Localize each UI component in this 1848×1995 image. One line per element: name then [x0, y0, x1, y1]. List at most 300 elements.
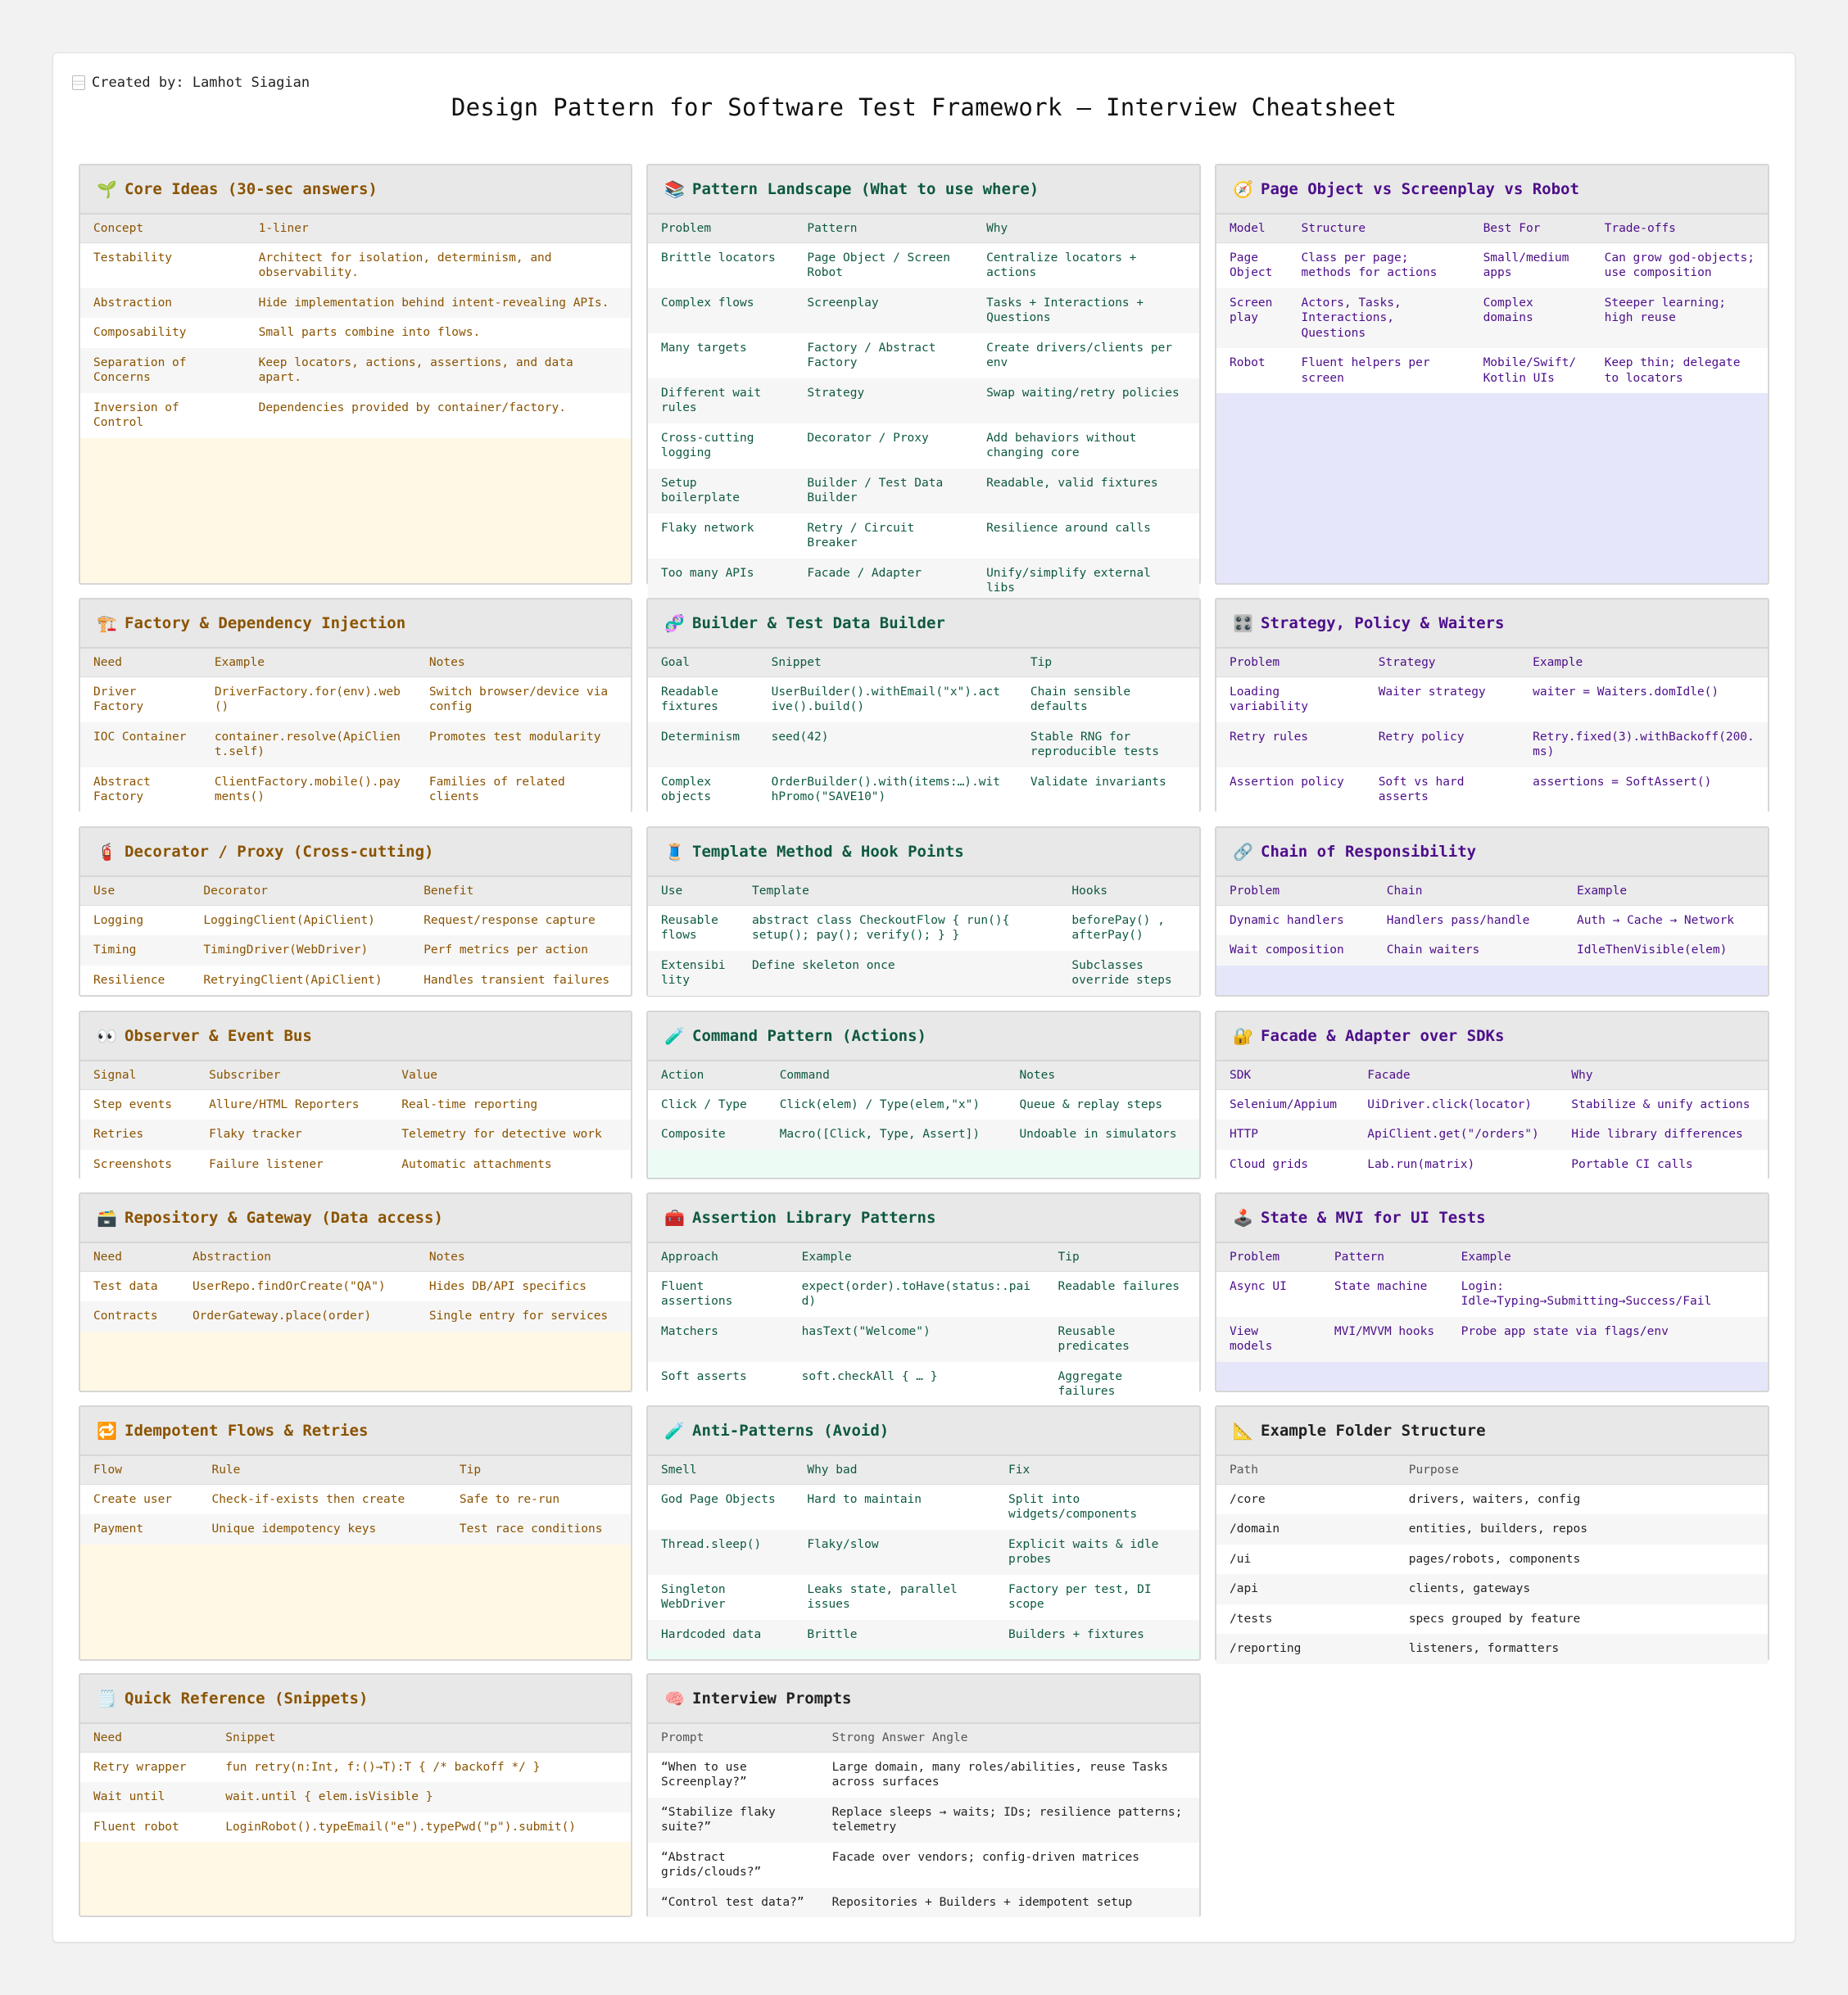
- table-cell: Screen play: [1230, 296, 1273, 324]
- table-row: [648, 1575, 1199, 1620]
- creator-text: Created by: Lamhot Siagian: [92, 75, 310, 91]
- table-cell: Chain waiters: [1386, 943, 1480, 957]
- table-cell: Extensibility: [661, 958, 726, 987]
- column-header: Example: [202, 649, 416, 676]
- table-cell: Auth → Cache → Network: [1576, 913, 1735, 927]
- table-cell: Undoable in simulators: [1019, 1128, 1177, 1141]
- table-cell: “Abstract grids/clouds?”: [661, 1850, 762, 1879]
- table-cell: fun retry(n:Int, f:()→T):T { /* backoff */ }: [225, 1760, 541, 1774]
- table-row: [80, 1812, 631, 1843]
- table-cell: ClientFactory.mobile().payments(): [214, 775, 401, 803]
- table-cell: Keep thin; delegate to locators: [1604, 356, 1741, 385]
- table-cell: Many targets: [661, 341, 747, 355]
- table-row: [80, 676, 631, 722]
- card-title: Quick Reference (Snippets): [125, 1690, 369, 1708]
- table-row: [1216, 767, 1768, 812]
- table-cell: Stable RNG for reproducible tests: [1030, 730, 1160, 758]
- table-cell: Wait until: [93, 1790, 165, 1803]
- table-cell: Unique idempotency keys: [211, 1522, 377, 1536]
- table-cell: Too many APIs: [661, 566, 754, 580]
- table-cell: Fluent robot: [93, 1820, 179, 1834]
- card-header: [648, 599, 1199, 649]
- table-cell: Families of related clients: [428, 775, 565, 803]
- table-row: [648, 288, 1199, 333]
- table-cell: Factory per test, DI scope: [1008, 1582, 1152, 1611]
- table-cell: OrderBuilder().with(items:…).withPromo("SAVE10"): [771, 775, 1000, 803]
- column-header: Path: [1216, 1456, 1396, 1484]
- table-row: [648, 242, 1199, 288]
- column-header: Value: [388, 1061, 631, 1089]
- column-header: Tip: [1017, 649, 1199, 676]
- column-header: Need: [80, 1724, 212, 1752]
- table-cell: Click(elem) / Type(elem,"x"): [779, 1097, 981, 1111]
- table-row: [1216, 288, 1768, 349]
- table-row: [1216, 1634, 1768, 1664]
- table-cell: Wait composition: [1230, 943, 1344, 957]
- table-cell: Create drivers/clients per env: [986, 341, 1173, 369]
- table-cell: Steeper learning; high reuse: [1604, 296, 1727, 324]
- table-cell: View models: [1230, 1324, 1273, 1353]
- table-cell: Flaky network: [661, 521, 754, 535]
- column-header: Need: [80, 649, 202, 676]
- card-decorator-proxy: [79, 826, 632, 997]
- table-cell: Separation of Concerns: [93, 355, 187, 384]
- table-cell: Promotes test modularity: [428, 730, 601, 744]
- column-header: Subscriber: [196, 1061, 388, 1089]
- table-row: [648, 1362, 1199, 1407]
- table-cell: Validate invariants: [1030, 775, 1166, 789]
- table-cell: Handles transient failures: [424, 973, 610, 987]
- column-header: Use: [80, 877, 190, 905]
- table-cell: Automatic attachments: [401, 1157, 552, 1171]
- table-row: [1216, 1120, 1768, 1150]
- table-cell: DriverFactory.for(env).web(): [214, 685, 401, 713]
- table-cell: Step events: [93, 1097, 173, 1111]
- table-cell: Retry rules: [1230, 730, 1309, 744]
- table-row: [80, 1271, 631, 1301]
- column-header: Purpose: [1396, 1456, 1768, 1484]
- table-cell: God Page Objects: [661, 1492, 776, 1506]
- card-header: [80, 1194, 631, 1243]
- table-cell: Actors, Tasks, Interactions, Questions: [1301, 296, 1402, 340]
- card-table: [80, 1243, 631, 1332]
- card-header: [80, 1012, 631, 1061]
- card-title: State & MVI for UI Tests: [1261, 1209, 1486, 1227]
- table-cell: Stabilize & unify actions: [1571, 1097, 1751, 1111]
- table-cell: Composability: [93, 326, 187, 339]
- column-header: Trade-offs: [1592, 215, 1768, 242]
- column-header: Problem: [1216, 649, 1366, 676]
- card-chain-of-responsibility: [1215, 826, 1769, 997]
- card-interview-prompts: [646, 1673, 1201, 1917]
- table-cell: Builder / Test Data Builder: [807, 476, 944, 504]
- card-title: Assertion Library Patterns: [692, 1209, 936, 1227]
- card-pattern-landscape: [646, 164, 1201, 595]
- column-header: Structure: [1288, 215, 1470, 242]
- card-title: Repository & Gateway (Data access): [125, 1209, 443, 1227]
- table-cell: “When to use Screenplay?”: [661, 1760, 747, 1789]
- table-cell: Testability: [93, 251, 173, 265]
- column-header: Prompt: [648, 1724, 819, 1752]
- column-header: Command: [767, 1061, 1007, 1089]
- card-idempotent-flows: [79, 1405, 632, 1661]
- column-header: Concept: [80, 215, 246, 242]
- table-row: [648, 1530, 1199, 1575]
- column-header: Problem: [1216, 1243, 1321, 1271]
- table-row: [648, 378, 1199, 423]
- table-cell: Allure/HTML Reporters: [209, 1097, 360, 1111]
- table-cell: IOC Container: [93, 730, 187, 744]
- card-emoji-icon: 🧭: [1233, 179, 1253, 199]
- table-cell: Hide library differences: [1571, 1128, 1743, 1141]
- table-cell: Small/medium apps: [1483, 251, 1569, 279]
- table-row: [648, 722, 1199, 767]
- table-cell: Large domain, many roles/abilities, reuse Tasks across surfaces: [831, 1760, 1168, 1789]
- table-cell: Hide implementation behind intent-revealing APIs.: [258, 296, 609, 310]
- column-header: SDK: [1216, 1061, 1354, 1089]
- table-cell: UserRepo.findOrCreate("QA"): [192, 1279, 386, 1293]
- card-assertion-library: [646, 1192, 1201, 1398]
- card-emoji-icon: 🎛️: [1233, 613, 1253, 633]
- table-cell: Request/response capture: [424, 913, 596, 927]
- table-row: [80, 318, 631, 348]
- card-table: [80, 877, 631, 995]
- column-header: Need: [80, 1243, 179, 1271]
- table-cell: specs grouped by feature: [1408, 1612, 1581, 1626]
- table-row: [648, 1843, 1199, 1888]
- table-cell: Swap waiting/retry policies: [986, 386, 1180, 400]
- card-title: Interview Prompts: [692, 1690, 852, 1708]
- table-cell: Driver Factory: [93, 685, 144, 713]
- card-emoji-icon: 🗃️: [97, 1208, 117, 1228]
- card-table: [80, 1724, 631, 1842]
- table-cell: Perf metrics per action: [424, 943, 588, 957]
- table-cell: “Control test data?”: [661, 1895, 804, 1909]
- table-cell: Builders + fixtures: [1008, 1627, 1144, 1641]
- table-cell: Explicit waits & idle probes: [1008, 1537, 1159, 1566]
- card-header: [80, 165, 631, 215]
- card-header: [80, 1675, 631, 1724]
- column-header: 1-liner: [246, 215, 631, 242]
- table-cell: TimingDriver(WebDriver): [203, 943, 369, 957]
- table-cell: wait.until { elem.isVisible }: [225, 1790, 433, 1803]
- table-cell: RetryingClient(ApiClient): [203, 973, 383, 987]
- column-header: Hooks: [1058, 877, 1199, 905]
- table-row: [648, 1888, 1199, 1918]
- card-quick-reference: [79, 1673, 632, 1917]
- table-row: [648, 1089, 1199, 1120]
- card-emoji-icon: 🧪: [664, 1026, 685, 1046]
- table-cell: hasText("Welcome"): [801, 1324, 931, 1338]
- table-row: [1216, 1514, 1768, 1545]
- table-cell: /reporting: [1230, 1642, 1302, 1655]
- table-cell: entities, builders, repos: [1408, 1522, 1588, 1536]
- table-row: [1216, 1484, 1768, 1514]
- table-cell: Matchers: [661, 1324, 718, 1338]
- table-cell: assertions = SoftAssert(): [1533, 775, 1712, 789]
- table-cell: Failure listener: [209, 1157, 324, 1171]
- table-row: [1216, 935, 1768, 966]
- column-header: Chain: [1374, 877, 1564, 905]
- table-cell: pages/robots, components: [1408, 1552, 1581, 1566]
- table-cell: Chain sensible defaults: [1030, 685, 1131, 713]
- table-cell: /core: [1230, 1492, 1266, 1506]
- card-title: Example Folder Structure: [1261, 1422, 1486, 1440]
- table-cell: Determinism: [661, 730, 741, 744]
- table-cell: MVI/MVVM hooks: [1334, 1324, 1435, 1338]
- page-title: Design Pattern for Software Test Framework — Interview Cheatsheet: [451, 93, 1397, 121]
- card-header: [648, 1675, 1199, 1724]
- card-emoji-icon: 🕹️: [1233, 1208, 1253, 1228]
- card-header: [1216, 165, 1768, 215]
- table-row: [648, 423, 1199, 468]
- table-cell: Reusable predicates: [1058, 1324, 1130, 1353]
- table-row: [1216, 1271, 1768, 1317]
- table-cell: Facade over vendors; config-driven matrices: [831, 1850, 1140, 1864]
- table-cell: Waiter strategy: [1378, 685, 1486, 699]
- column-header: Problem: [1216, 877, 1374, 905]
- table-cell: Test race conditions: [459, 1522, 603, 1536]
- column-header: Approach: [648, 1243, 789, 1271]
- table-cell: Macro([Click, Type, Assert]): [779, 1128, 981, 1141]
- column-header: Strong Answer Angle: [819, 1724, 1199, 1752]
- table-cell: Complex domains: [1483, 296, 1533, 324]
- card-emoji-icon: 🧬: [664, 613, 685, 633]
- table-row: [648, 1620, 1199, 1650]
- table-cell: Inversion of Control: [93, 400, 179, 429]
- table-cell: /domain: [1230, 1522, 1280, 1536]
- card-command-pattern: [646, 1011, 1201, 1179]
- table-cell: Retry.fixed(3).withBackoff(200.ms): [1533, 730, 1755, 758]
- table-cell: “Stabilize flaky suite?”: [661, 1805, 776, 1834]
- card-state-mvi: [1215, 1192, 1769, 1392]
- card-title: Factory & Dependency Injection: [125, 614, 406, 632]
- table-cell: /ui: [1230, 1552, 1252, 1566]
- table-cell: Composite: [661, 1128, 726, 1141]
- card-table: [648, 1724, 1199, 1917]
- card-template-method: [646, 826, 1201, 997]
- card-emoji-icon: 🌱: [97, 179, 117, 199]
- card-table: [648, 1061, 1199, 1150]
- table-cell: Setup boilerplate: [661, 476, 741, 504]
- column-header: Notes: [416, 649, 631, 676]
- table-cell: Different wait rules: [661, 386, 762, 414]
- column-header: Benefit: [410, 877, 631, 905]
- table-cell: Single entry for services: [428, 1310, 609, 1323]
- table-cell: Selenium/Appium: [1230, 1097, 1337, 1111]
- table-cell: expect(order).toHave(status:.paid): [801, 1279, 1030, 1308]
- table-cell: IdleThenVisible(elem): [1576, 943, 1728, 957]
- table-row: [648, 468, 1199, 513]
- card-emoji-icon: 🧠: [664, 1689, 685, 1708]
- column-header: Pattern: [794, 215, 973, 242]
- card-observer: [79, 1011, 632, 1179]
- column-header: Example: [1520, 649, 1768, 676]
- table-row: [648, 333, 1199, 378]
- table-cell: Replace sleeps → waits; IDs; resilience patterns; telemetry: [831, 1805, 1183, 1834]
- card-strategy: [1215, 598, 1769, 812]
- column-header: Fix: [995, 1456, 1199, 1484]
- column-header: Example: [1564, 877, 1768, 905]
- table-cell: Factory / Abstract Factory: [807, 341, 936, 369]
- table-cell: Page Object / Screen Robot: [807, 251, 950, 279]
- card-table: [80, 215, 631, 438]
- table-cell: Fluent assertions: [661, 1279, 733, 1308]
- table-row: [1216, 348, 1768, 393]
- table-cell: Real-time reporting: [401, 1097, 538, 1111]
- card-emoji-icon: 👀: [97, 1026, 117, 1046]
- table-row: [1216, 676, 1768, 722]
- card-emoji-icon: 🗒️: [97, 1689, 117, 1708]
- card-header: [648, 1012, 1199, 1061]
- column-header: Why: [1558, 1061, 1768, 1089]
- column-header: Rule: [198, 1456, 446, 1484]
- table-cell: Safe to re-run: [459, 1492, 560, 1506]
- column-header: Goal: [648, 649, 759, 676]
- table-cell: Readable failures: [1058, 1279, 1180, 1293]
- table-row: [1216, 242, 1768, 288]
- column-header: Why: [973, 215, 1199, 242]
- table-row: [80, 1484, 631, 1514]
- table-row: [80, 1301, 631, 1332]
- card-factory-di: [79, 598, 632, 812]
- table-cell: Robot: [1230, 356, 1266, 369]
- table-row: [1216, 1545, 1768, 1575]
- table-cell: LoginRobot().typeEmail("e").typePwd("p").submit(): [225, 1820, 577, 1834]
- card-facade-adapter: [1215, 1011, 1769, 1179]
- table-cell: Strategy: [807, 386, 865, 400]
- card-repository-gateway: [79, 1192, 632, 1392]
- card-title: Chain of Responsibility: [1261, 843, 1477, 861]
- table-row: [648, 1752, 1199, 1798]
- table-cell: UserBuilder().withEmail("x").active().build(): [771, 685, 1000, 713]
- table-cell: Readable fixtures: [661, 685, 718, 713]
- column-header: Tip: [1045, 1243, 1199, 1271]
- card-header: [80, 1407, 631, 1456]
- table-cell: Small parts combine into flows.: [258, 326, 481, 339]
- column-header: Notes: [416, 1243, 631, 1271]
- table-cell: Retries: [93, 1128, 144, 1141]
- table-cell: Cloud grids: [1230, 1157, 1309, 1171]
- card-header: [1216, 828, 1768, 877]
- table-cell: soft.checkAll { … }: [801, 1369, 938, 1383]
- table-row: [80, 767, 631, 812]
- card-emoji-icon: 🧰: [664, 1208, 685, 1228]
- column-header: Pattern: [1321, 1243, 1448, 1271]
- table-cell: clients, gateways: [1408, 1582, 1531, 1595]
- table-cell: ApiClient.get("/orders"): [1367, 1128, 1539, 1141]
- table-cell: Brittle: [807, 1627, 858, 1641]
- table-cell: Soft vs hard asserts: [1378, 775, 1465, 803]
- table-cell: beforePay() , afterPay(): [1071, 913, 1165, 942]
- table-cell: Readable, valid fixtures: [986, 476, 1158, 490]
- card-anti-patterns: [646, 1405, 1201, 1661]
- column-header: Problem: [648, 215, 794, 242]
- table-cell: Resilience around calls: [986, 521, 1151, 535]
- table-row: [80, 1514, 631, 1545]
- table-cell: /tests: [1230, 1612, 1273, 1626]
- column-header: Abstraction: [179, 1243, 416, 1271]
- table-cell: Retry / Circuit Breaker: [807, 521, 915, 550]
- table-cell: waiter = Waiters.domIdle(): [1533, 685, 1719, 699]
- column-header: Notes: [1006, 1061, 1199, 1089]
- table-cell: drivers, waiters, config: [1408, 1492, 1581, 1506]
- table-cell: Logging: [93, 913, 144, 927]
- table-cell: Tasks + Interactions + Questions: [986, 296, 1144, 324]
- table-row: [80, 722, 631, 767]
- table-cell: Hard to maintain: [807, 1492, 922, 1506]
- table-cell: Hides DB/API specifics: [428, 1279, 587, 1293]
- column-header: Example: [1448, 1243, 1768, 1271]
- card-table: [648, 877, 1199, 996]
- table-cell: HTTP: [1230, 1128, 1258, 1141]
- card-emoji-icon: 📚: [664, 179, 685, 199]
- table-cell: Soft asserts: [661, 1369, 747, 1383]
- table-cell: Timing: [93, 943, 137, 957]
- table-cell: Unify/simplify external libs: [986, 566, 1151, 595]
- card-title: Command Pattern (Actions): [692, 1027, 926, 1045]
- card-emoji-icon: 🔗: [1233, 842, 1253, 862]
- card-title: Template Method & Hook Points: [692, 843, 964, 861]
- table-cell: Decorator / Proxy: [807, 431, 929, 445]
- table-cell: Dependencies provided by container/factory.: [258, 400, 566, 414]
- table-cell: Create user: [93, 1492, 173, 1506]
- table-cell: Retry policy: [1378, 730, 1465, 744]
- table-row: [648, 1317, 1199, 1362]
- table-cell: Facade / Adapter: [807, 566, 922, 580]
- card-title: Core Ideas (30-sec answers): [125, 180, 378, 198]
- card-title: Strategy, Policy & Waiters: [1261, 614, 1505, 632]
- note-icon: [72, 75, 85, 90]
- card-emoji-icon: 🧵: [664, 842, 685, 862]
- table-cell: Singleton WebDriver: [661, 1582, 726, 1611]
- table-cell: Screenplay: [807, 296, 879, 310]
- table-cell: UiDriver.click(locator): [1367, 1097, 1533, 1111]
- table-cell: Cross-cutting logging: [661, 431, 754, 459]
- column-header: Use: [648, 877, 739, 905]
- table-row: [80, 393, 631, 438]
- card-builder: [646, 598, 1201, 812]
- card-table: [80, 1061, 631, 1179]
- column-header: Best For: [1470, 215, 1592, 242]
- table-row: [1216, 1574, 1768, 1604]
- column-header: Signal: [80, 1061, 196, 1089]
- table-row: [648, 905, 1199, 951]
- card-table: [648, 215, 1199, 604]
- table-cell: Probe app state via flags/env: [1461, 1324, 1669, 1338]
- card-table: [80, 1456, 631, 1545]
- column-header: Flow: [80, 1456, 198, 1484]
- table-cell: Abstraction: [93, 296, 173, 310]
- table-cell: Architect for isolation, determinism, and observability.: [258, 251, 552, 279]
- table-row: [648, 513, 1199, 559]
- table-row: [1216, 1317, 1768, 1362]
- table-row: [1216, 722, 1768, 767]
- card-title: Observer & Event Bus: [125, 1027, 312, 1045]
- card-table: [1216, 1243, 1768, 1362]
- table-row: [648, 767, 1199, 812]
- table-cell: container.resolve(ApiClient.self): [214, 730, 401, 758]
- table-cell: /api: [1230, 1582, 1258, 1595]
- table-row: [648, 1484, 1199, 1530]
- card-title: Decorator / Proxy (Cross-cutting): [125, 843, 434, 861]
- table-cell: Flaky tracker: [209, 1128, 302, 1141]
- table-cell: Portable CI calls: [1571, 1157, 1693, 1171]
- table-cell: Aggregate failures: [1058, 1369, 1123, 1398]
- table-cell: Add behaviors without changing core: [986, 431, 1137, 459]
- card-core-ideas: [79, 164, 632, 585]
- table-row: [1216, 1150, 1768, 1180]
